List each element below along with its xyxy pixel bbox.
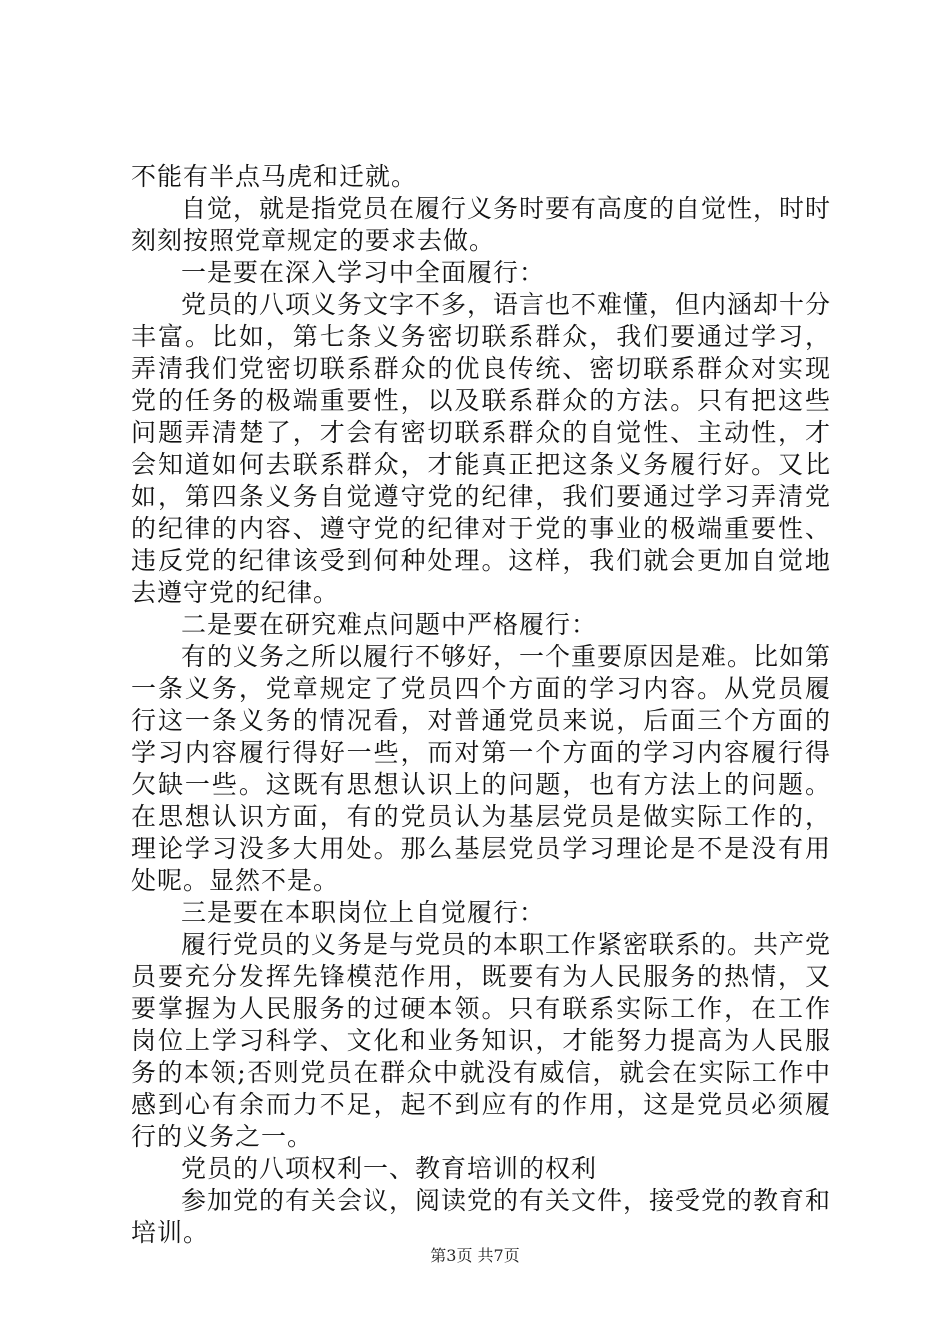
paragraph-difficulties: 有的义务之所以履行不够好，一个重要原因是难。比如第一条义务，党章规定了党员四个方面的学习内容。从党员履行这一条义务的情况看，对普通党员来说，后面三个方面的学习内容履行得好一些，而对第一个方面的学习内容履行得欠缺一些。这既有思想认识上的问题，也有方法上的问题。在思想认识方面，有的党员认为基层党员是做实际工作的，理论学习没多大用处。那么基层党员学习理论是不是没有用处呢。显然不是。 [131, 642, 832, 895]
paragraph-job-post: 履行党员的义务是与党员的本职工作紧密联系的。共产党员要充分发挥先锋模范作用，既要有为人民服务的热情，又要掌握为人民服务的过硬本领。只有联系实际工作，在工作岗位上学习科学、文化和业务知识，才能努力提高为人民服务的本领;否则党员在群众中就没有威信，就会在实际工作中感到心有余而力不足，起不到应有的作用，这是党员必须履行的义务之一。 [131, 930, 832, 1151]
body-text [131, 161, 831, 1249]
page-number-footer: 第3页 共7页 [430, 1246, 520, 1265]
paragraph-continuation: 不能有半点马虎和迁就。 [131, 162, 418, 191]
paragraph-study: 党员的八项义务文字不多，语言也不难懂，但内涵却十分丰富。比如，第七条义务密切联系群众，我们要通过学习，弄清我们党密切联系群众的优良传统、密切联系群众对实现党的任务的极端重要性，以及联系群众的方法。只有把这些问题弄清楚了，才会有密切联系群众的自觉性、主动性，才会知道如何去联系群众，才能真正把这条义务履行好。又比如，第四条义务自觉遵守党的纪律，我们要通过学习弄清党的纪律的内容、遵守党的纪律对于党的事业的极端重要性、违反党的纪律该受到何种处理。这样，我们就会更加自觉地去遵守党的纪律。 [131, 290, 832, 607]
paragraph-training: 参加党的有关会议，阅读党的有关文件，接受党的教育和培训。 [131, 1186, 832, 1247]
paragraph-self-awareness: 自觉，就是指党员在履行义务时要有高度的自觉性，时时刻刻按照党章规定的要求去做。 [131, 194, 832, 255]
heading-rights: 党员的八项权利一、教育培训的权利 [181, 1154, 598, 1183]
heading-point-two: 二是要在研究难点问题中严格履行： [181, 610, 598, 639]
heading-point-one: 一是要在深入学习中全面履行： [181, 258, 546, 287]
heading-point-three: 三是要在本职岗位上自觉履行： [181, 898, 546, 927]
